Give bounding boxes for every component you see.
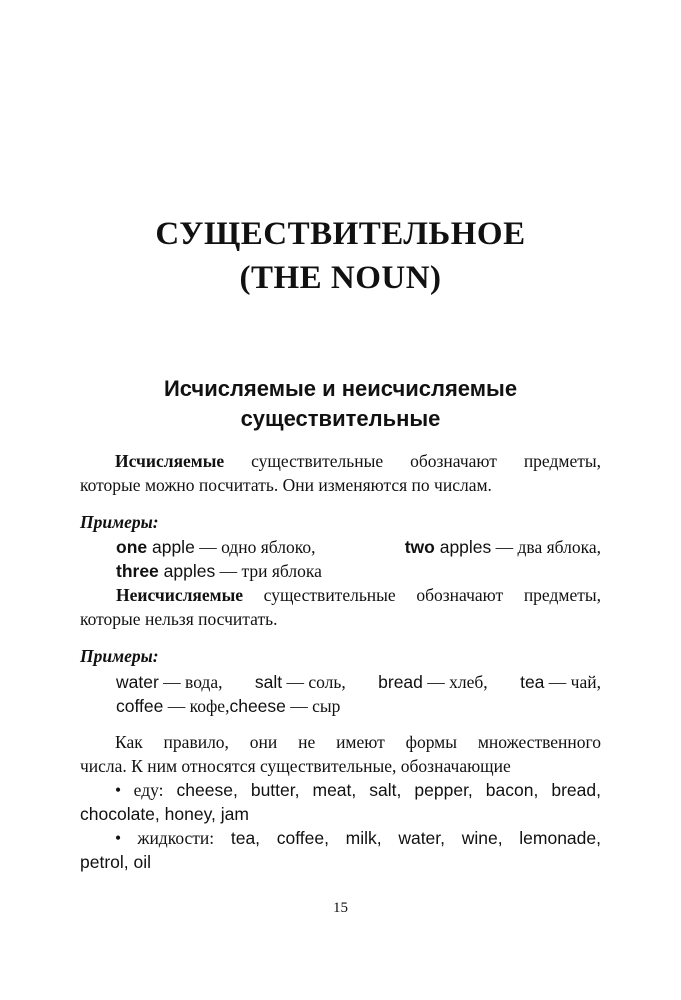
example-translation-water: — вода, xyxy=(158,672,223,692)
bullet-list xyxy=(80,778,601,874)
countable-examples-line-1 xyxy=(116,535,601,559)
example-translation-apples-3: — три яблока xyxy=(215,561,322,581)
example-word-apple: apple xyxy=(147,537,195,557)
bullet-food-items: cheese, butter, meat, salt, pepper, bacon, bread, xyxy=(163,780,601,800)
example-word-three: three xyxy=(116,561,159,581)
section-title-line-1: Исчисляемые и неисчисляемые xyxy=(163,376,518,401)
bullet-icon: • xyxy=(115,780,122,800)
bullet-liquids-line-2: petrol, oil xyxy=(80,852,152,872)
countable-definition-line-2: которые можно посчитать. Они изменяются по числам. xyxy=(80,475,492,495)
bullet-liquids-items: tea, coffee, milk, water, wine, lemonade, xyxy=(214,828,601,848)
countable-definition xyxy=(80,449,601,497)
bullet-item-food xyxy=(80,778,601,826)
countable-examples xyxy=(116,535,601,583)
uncountable-examples-line-1 xyxy=(116,670,601,694)
example-salt xyxy=(255,670,346,694)
example-word-coffee: coffee xyxy=(116,696,164,716)
example-tea xyxy=(520,670,601,694)
example-word-cheese: cheese xyxy=(229,696,286,716)
example-translation-apples: — два яблока, xyxy=(491,537,601,557)
uncountable-definition-text-1: существительные обозначают предметы, xyxy=(243,585,601,605)
chapter-title-line-1: СУЩЕСТВИТЕЛЬНОЕ xyxy=(155,216,526,252)
example-translation-salt: — соль, xyxy=(282,672,346,692)
uncountable-definition-line-2: которые нельзя посчитать. xyxy=(80,609,278,629)
examples-label-2: Примеры: xyxy=(80,646,159,666)
countable-definition-line-1 xyxy=(80,449,601,473)
countable-term: Исчисляемые xyxy=(115,451,225,471)
bullet-category-food: еду: xyxy=(121,780,164,800)
example-bread xyxy=(378,670,488,694)
example-word-apples: apples xyxy=(434,537,492,557)
bullet-category-liquids: жидкости: xyxy=(121,828,215,848)
uncountable-definition xyxy=(80,583,601,631)
countable-definition-text-1: существительные обозначают предметы, xyxy=(224,451,601,471)
uncountable-examples-line-2 xyxy=(116,694,601,718)
bullet-liquids-line-1 xyxy=(80,826,601,850)
example-word-two: two xyxy=(404,537,435,557)
uncountable-examples xyxy=(116,670,601,718)
bullet-icon: • xyxy=(115,828,122,848)
bullet-food-line-2: chocolate, honey, jam xyxy=(80,804,249,824)
example-word-one: one xyxy=(116,537,148,557)
example-word-apples-3: apples xyxy=(158,561,216,581)
section-title-line-2: существительные xyxy=(240,406,441,431)
uncountable-term: Неисчисляемые xyxy=(116,585,244,605)
example-translation-tea: — чай, xyxy=(544,672,601,692)
example-water xyxy=(116,670,222,694)
bullet-item-liquids xyxy=(80,826,601,874)
rule-paragraph xyxy=(80,730,601,778)
example-translation-bread: — хлеб, xyxy=(422,672,488,692)
rule-line-1: Как правило, они не имеют формы множественного xyxy=(115,732,601,752)
chapter-title-line-2: (THE NOUN) xyxy=(239,260,442,296)
example-word-bread: bread xyxy=(378,672,423,692)
bullet-food-line-1 xyxy=(80,778,601,802)
chapter-title xyxy=(0,212,681,300)
example-translation-apple: — одно яблоко, xyxy=(194,537,316,557)
section-title xyxy=(0,374,681,434)
page-number: 15 xyxy=(333,900,348,916)
example-word-salt: salt xyxy=(254,672,283,692)
example-word-water: water xyxy=(116,672,159,692)
example-word-tea: tea xyxy=(520,672,545,692)
example-translation-coffee: — кофе, xyxy=(163,696,230,716)
example-translation-cheese: — сыр xyxy=(285,696,341,716)
example-two-apples xyxy=(405,535,601,559)
example-one-apple xyxy=(116,535,315,559)
uncountable-definition-line-1 xyxy=(116,583,601,607)
examples-label-1: Примеры: xyxy=(80,512,159,532)
countable-examples-line-2 xyxy=(116,559,601,583)
rule-line-2: числа. К ним относятся существительные, обозначающие xyxy=(80,756,511,776)
